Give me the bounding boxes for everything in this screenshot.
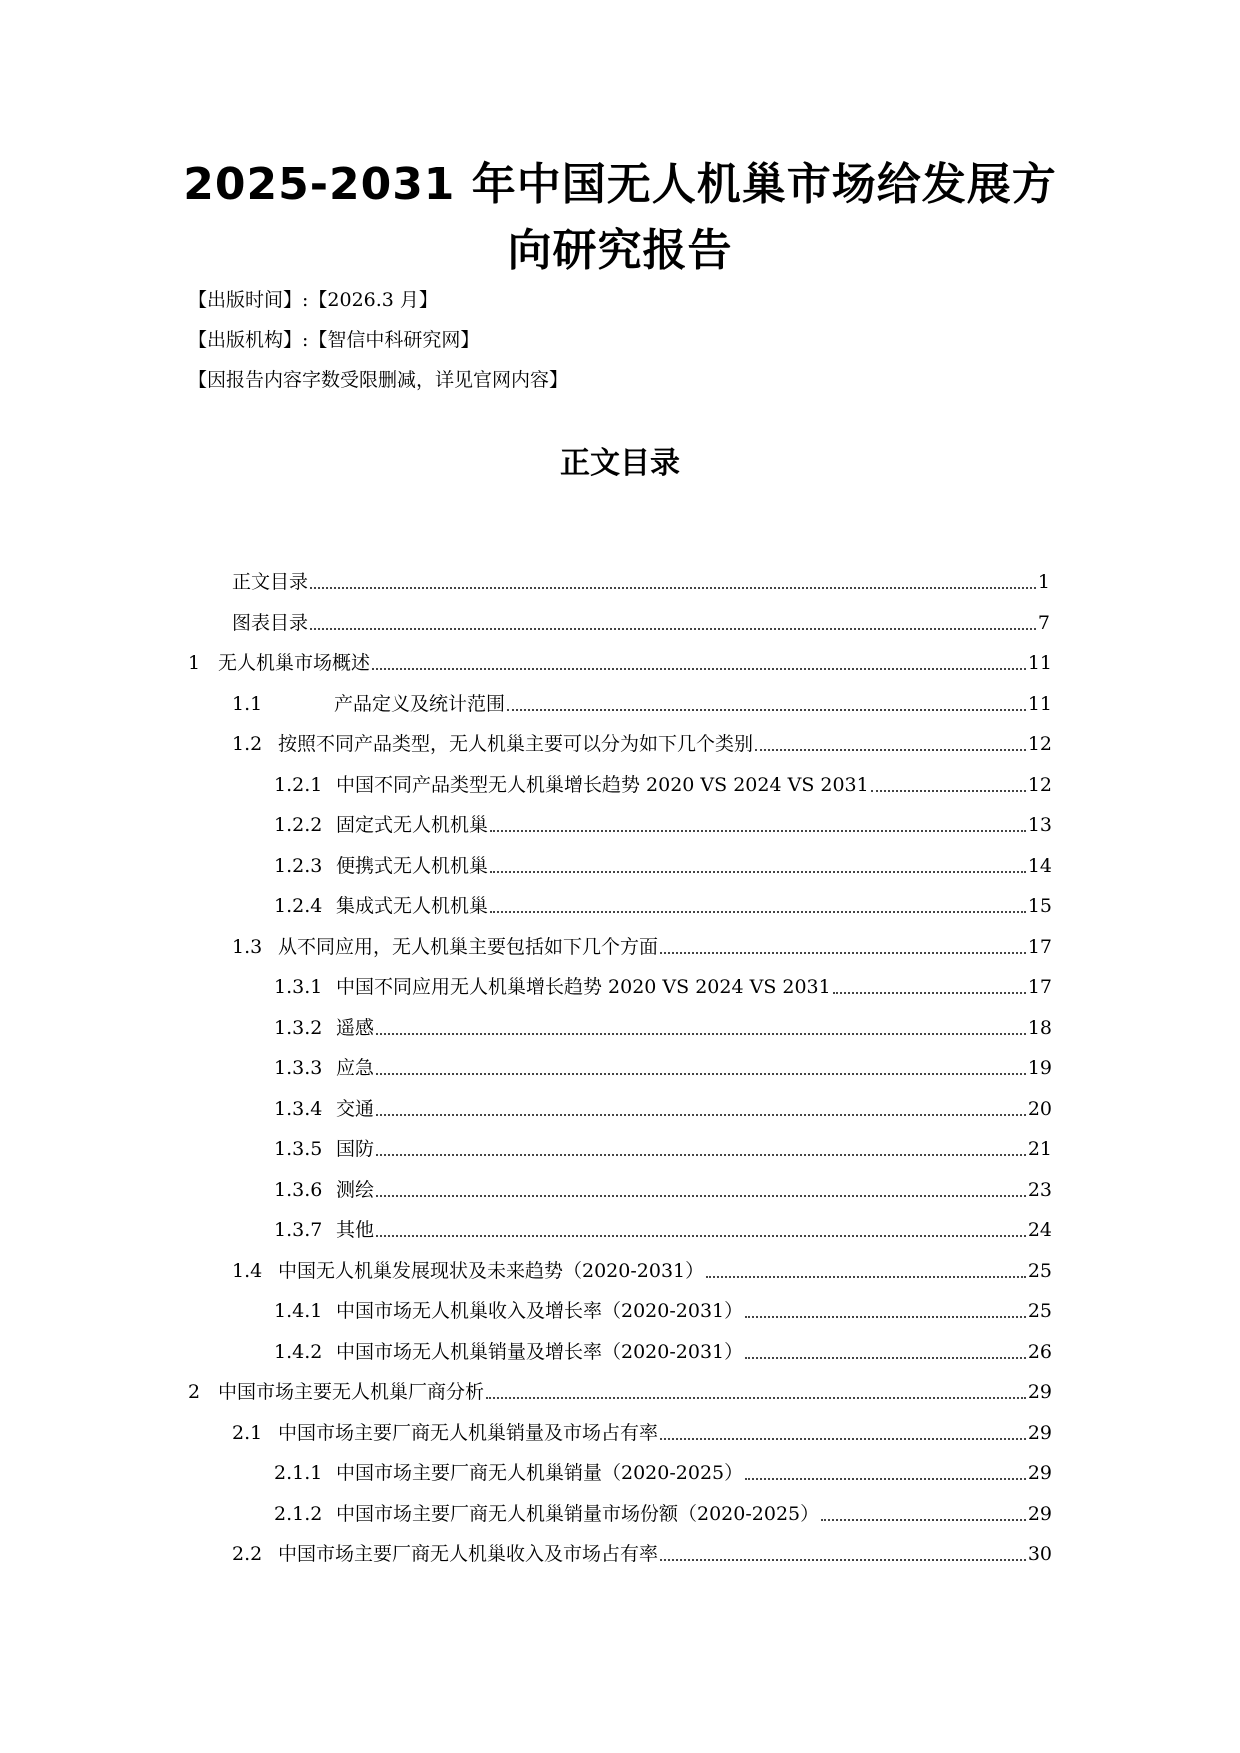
toc-entry-number: 1.3 xyxy=(232,936,263,958)
toc-entry[interactable] xyxy=(232,564,1050,594)
toc-entry-page: 11 xyxy=(1027,652,1052,674)
toc-entry-page: 29 xyxy=(1027,1503,1052,1525)
toc-dot-leader xyxy=(660,951,1026,954)
toc-dot-leader xyxy=(376,1072,1026,1075)
toc-entry[interactable] xyxy=(232,686,1052,716)
toc-entry-number: 2.1 xyxy=(232,1422,263,1444)
toc-entry-page: 25 xyxy=(1027,1260,1052,1282)
toc-entry-title: 产品定义及统计范围 xyxy=(334,693,506,715)
publish-time: 【出版时间】:【2026.3 月】 xyxy=(188,289,438,311)
toc-entry[interactable] xyxy=(274,1212,1052,1242)
toc-entry-title: 其他 xyxy=(336,1219,375,1241)
toc-entry-title: 固定式无人机机巢 xyxy=(336,814,489,836)
toc-entry-title: 应急 xyxy=(336,1057,375,1079)
toc-entry-page: 12 xyxy=(1027,774,1052,796)
toc-entry-title: 中国市场主要无人机巢厂商分析 xyxy=(218,1381,485,1403)
toc-entry[interactable] xyxy=(188,645,1052,675)
toc-entry-title: 按照不同产品类型，无人机巢主要可以分为如下几个类别 xyxy=(278,733,754,755)
toc-dot-leader xyxy=(376,1194,1026,1197)
toc-entry[interactable] xyxy=(274,807,1052,837)
toc-entry-page: 24 xyxy=(1027,1219,1052,1241)
toc-entry-number: 1 xyxy=(188,652,201,674)
toc-entry[interactable] xyxy=(274,1334,1052,1364)
toc-entry[interactable] xyxy=(232,605,1050,635)
toc-entry-title: 中国不同产品类型无人机巢增长趋势 2020 VS 2024 VS 2031 xyxy=(336,774,869,796)
report-title-line2: 向研究报告 xyxy=(507,225,733,276)
toc-entry-page: 12 xyxy=(1027,733,1052,755)
toc-entry-page: 21 xyxy=(1027,1138,1052,1160)
toc-entry-number: 1.2.2 xyxy=(274,814,323,836)
toc-entry[interactable] xyxy=(232,1415,1052,1445)
toc-entry-page: 14 xyxy=(1027,855,1052,877)
toc-entry-title: 交通 xyxy=(336,1098,375,1120)
toc-entry-number: 1.2.1 xyxy=(274,774,323,796)
toc-entry[interactable] xyxy=(274,767,1052,797)
toc-dot-leader xyxy=(490,829,1026,832)
toc-dot-leader xyxy=(833,991,1026,994)
toc-dot-leader xyxy=(376,1113,1026,1116)
toc-entry-title: 正文目录 xyxy=(232,571,309,593)
toc-entry-number: 1.2.4 xyxy=(274,895,323,917)
toc-entry[interactable] xyxy=(274,1050,1052,1080)
toc-entry-page: 1 xyxy=(1037,571,1050,593)
toc-entry-page: 17 xyxy=(1027,976,1052,998)
toc-entry[interactable] xyxy=(274,1131,1052,1161)
toc-dot-leader xyxy=(745,1315,1026,1318)
toc-entry-title: 便携式无人机机巢 xyxy=(336,855,489,877)
toc-entry-number: 2 xyxy=(188,1381,201,1403)
toc-entry[interactable] xyxy=(274,888,1052,918)
toc-entry-page: 29 xyxy=(1027,1462,1052,1484)
toc-entry-title: 中国市场无人机巢收入及增长率（2020-2031） xyxy=(336,1300,744,1322)
toc-entry[interactable] xyxy=(274,1496,1052,1526)
toc-entry-number: 1.2.3 xyxy=(274,855,323,877)
toc-entry-title: 无人机巢市场概述 xyxy=(218,652,371,674)
toc-entry-number: 1.3.5 xyxy=(274,1138,323,1160)
toc-entry-number: 1.3.3 xyxy=(274,1057,323,1079)
toc-entry-title: 中国市场主要厂商无人机巢销量（2020-2025） xyxy=(336,1462,744,1484)
toc-entry-page: 23 xyxy=(1027,1179,1052,1201)
toc-dot-leader xyxy=(372,667,1026,670)
toc-entry-page: 13 xyxy=(1027,814,1052,836)
toc-entry-number: 1.3.1 xyxy=(274,976,323,998)
toc-dot-leader xyxy=(660,1437,1026,1440)
toc-entry-number: 1.3.4 xyxy=(274,1098,323,1120)
toc-entry-title: 中国市场主要厂商无人机巢收入及市场占有率 xyxy=(278,1543,659,1565)
toc-entry-page: 29 xyxy=(1027,1381,1052,1403)
toc-entry-title: 中国市场主要厂商无人机巢销量及市场占有率 xyxy=(278,1422,659,1444)
toc-entry[interactable] xyxy=(188,1374,1052,1404)
toc-entry-number: 1.1 xyxy=(232,693,263,715)
toc-entry-page: 11 xyxy=(1027,693,1052,715)
toc-entry-title: 图表目录 xyxy=(232,612,309,634)
toc-dot-leader xyxy=(310,586,1036,589)
toc-entry[interactable] xyxy=(232,929,1052,959)
toc-entry-number: 2.1.1 xyxy=(274,1462,323,1484)
toc-entry-page: 25 xyxy=(1027,1300,1052,1322)
toc-dot-leader xyxy=(706,1275,1026,1278)
toc-entry-title: 中国市场无人机巢销量及增长率（2020-2031） xyxy=(336,1341,744,1363)
toc-entry-number: 1.3.6 xyxy=(274,1179,323,1201)
toc-entry-page: 26 xyxy=(1027,1341,1052,1363)
toc-entry[interactable] xyxy=(274,1091,1052,1121)
toc-dot-leader xyxy=(745,1356,1026,1359)
toc-entry-number: 2.2 xyxy=(232,1543,263,1565)
toc-entry[interactable] xyxy=(274,848,1052,878)
toc-dot-leader xyxy=(745,1477,1026,1480)
toc-dot-leader xyxy=(821,1518,1026,1521)
toc-entry-number: 1.3.2 xyxy=(274,1017,323,1039)
toc-dot-leader xyxy=(755,748,1026,751)
toc-heading: 正文目录 xyxy=(560,446,680,481)
toc-dot-leader xyxy=(310,627,1036,630)
toc-entry-title: 中国无人机巢发展现状及未来趋势（2020-2031） xyxy=(278,1260,705,1282)
toc-dot-leader xyxy=(376,1234,1026,1237)
toc-entry-page: 17 xyxy=(1027,936,1052,958)
toc-dot-leader xyxy=(376,1032,1026,1035)
toc-entry-number: 1.4.1 xyxy=(274,1300,323,1322)
toc-entry-title: 中国市场主要厂商无人机巢销量市场份额（2020-2025） xyxy=(336,1503,820,1525)
toc-entry[interactable] xyxy=(232,1253,1052,1283)
toc-entry-title: 从不同应用，无人机巢主要包括如下几个方面 xyxy=(278,936,659,958)
publisher: 【出版机构】:【智信中科研究网】 xyxy=(188,329,480,351)
toc-entry-title: 测绘 xyxy=(336,1179,375,1201)
content-notice: 【因报告内容字数受限删减，详见官网内容】 xyxy=(188,369,569,391)
toc-entry-number: 1.2 xyxy=(232,733,263,755)
toc-entry-number: 1.3.7 xyxy=(274,1219,323,1241)
toc-entry-title: 中国不同应用无人机巢增长趋势 2020 VS 2024 VS 2031 xyxy=(336,976,831,998)
toc-dot-leader xyxy=(490,910,1026,913)
toc-entry[interactable] xyxy=(274,969,1052,999)
toc-entry-page: 18 xyxy=(1027,1017,1052,1039)
toc-entry-number: 1.4.2 xyxy=(274,1341,323,1363)
toc-entry-number: 1.4 xyxy=(232,1260,263,1282)
toc-entry-page: 29 xyxy=(1027,1422,1052,1444)
toc-dot-leader xyxy=(660,1558,1026,1561)
toc-dot-leader xyxy=(490,870,1026,873)
toc-dot-leader xyxy=(871,789,1026,792)
toc-entry-title: 集成式无人机机巢 xyxy=(336,895,489,917)
toc-dot-leader xyxy=(507,708,1026,711)
toc-entry-page: 20 xyxy=(1027,1098,1052,1120)
toc-entry-page: 19 xyxy=(1027,1057,1052,1079)
toc-entry-title: 遥感 xyxy=(336,1017,375,1039)
toc-entry-page: 15 xyxy=(1027,895,1052,917)
toc-entry-title: 国防 xyxy=(336,1138,375,1160)
toc-entry-page: 7 xyxy=(1037,612,1050,634)
toc-dot-leader xyxy=(486,1396,1026,1399)
toc-entry[interactable] xyxy=(274,1455,1052,1485)
toc-entry[interactable] xyxy=(232,726,1052,756)
toc-entry[interactable] xyxy=(232,1536,1052,1566)
toc-entry-page: 30 xyxy=(1027,1543,1052,1565)
report-title xyxy=(150,152,1090,284)
toc-entry[interactable] xyxy=(274,1172,1052,1202)
toc-entry[interactable] xyxy=(274,1010,1052,1040)
toc-dot-leader xyxy=(376,1153,1026,1156)
toc-entry[interactable] xyxy=(274,1293,1052,1323)
report-title-line1: 2025-2031 年中国无人机巢市场给发展方 xyxy=(183,159,1057,210)
toc-entry-number: 2.1.2 xyxy=(274,1503,323,1525)
